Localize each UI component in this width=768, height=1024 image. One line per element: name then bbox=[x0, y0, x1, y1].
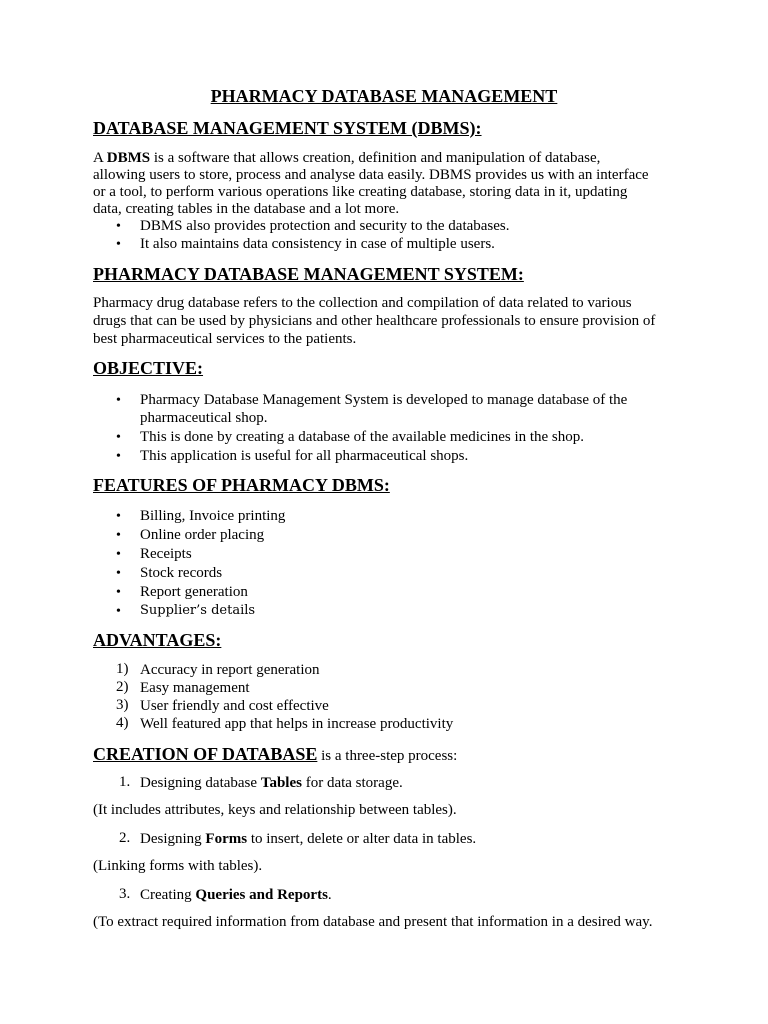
feature-item-2: Online order placing bbox=[140, 527, 265, 543]
creation-heading-line bbox=[93, 744, 457, 766]
advantage-number-4: 4) bbox=[116, 715, 129, 731]
advantage-item-1: Accuracy in report generation bbox=[140, 662, 320, 678]
creation-note-1: (It includes attributes, keys and relationship between tables). bbox=[93, 802, 457, 818]
objective-bullet-1-line-1: Pharmacy Database Management System is developed to manage database of the bbox=[140, 392, 628, 408]
dbms-paragraph-line-2: allowing users to store, process and analyse data easily. DBMS provides us with an interface bbox=[93, 167, 649, 183]
advantage-number-2: 2) bbox=[116, 679, 129, 695]
bullet-icon: • bbox=[116, 566, 121, 581]
creation-heading: CREATION OF DATABASE bbox=[93, 744, 318, 764]
feature-item-4: Stock records bbox=[140, 565, 223, 581]
advantages-heading: ADVANTAGES: bbox=[93, 630, 222, 650]
creation-note-3: (To extract required information from database and present that information in a desired way. bbox=[93, 914, 653, 930]
dbms-para-a: A bbox=[93, 150, 104, 166]
step-2-post: to insert, delete or alter data in tables. bbox=[250, 831, 477, 847]
dbms-heading: DATABASE MANAGEMENT SYSTEM (DBMS): bbox=[93, 118, 482, 138]
objective-bullet-2: This is done by creating a database of the available medicines in the shop. bbox=[140, 429, 585, 445]
bullet-icon: • bbox=[116, 219, 121, 234]
feature-item-3: Receipts bbox=[140, 546, 192, 562]
creation-step-2 bbox=[140, 830, 476, 848]
advantage-item-2: Easy management bbox=[140, 680, 250, 696]
step-number-1: 1. bbox=[119, 774, 131, 790]
advantage-number-3: 3) bbox=[116, 697, 129, 713]
feature-item-5: Report generation bbox=[140, 584, 248, 600]
step-number-2: 2. bbox=[119, 830, 131, 846]
dbms-paragraph-line-3: or a tool, to perform various operations like creating database, storing data in it, updating bbox=[93, 184, 628, 200]
page-title: PHARMACY DATABASE MANAGEMENT bbox=[210, 86, 558, 106]
bullet-icon: • bbox=[116, 430, 121, 445]
step-1-pre: Designing database bbox=[140, 775, 258, 791]
objective-bullet-1-line-2: pharmaceutical shop. bbox=[140, 410, 268, 426]
bullet-icon: • bbox=[116, 585, 121, 600]
creation-note-2: (Linking forms with tables). bbox=[93, 858, 263, 874]
step-1-post: for data storage. bbox=[305, 775, 403, 791]
bullet-icon: • bbox=[116, 393, 121, 408]
advantage-item-3: User friendly and cost effective bbox=[140, 698, 329, 714]
features-heading: FEATURES OF PHARMACY DBMS: bbox=[93, 475, 390, 495]
step-3-post: . bbox=[327, 887, 332, 903]
advantage-item-4: Well featured app that helps in increase productivity bbox=[140, 716, 454, 732]
feature-item-6: Supplier’s details bbox=[140, 603, 256, 618]
objective-bullet-3: This application is useful for all pharmaceutical shops. bbox=[140, 448, 469, 464]
bullet-icon: • bbox=[116, 528, 121, 543]
advantage-number-1: 1) bbox=[116, 661, 129, 677]
dbms-paragraph-line-4: data, creating tables in the database and a lot more. bbox=[93, 201, 400, 217]
creation-step-1 bbox=[140, 774, 403, 792]
pdms-line-1: Pharmacy drug database refers to the collection and compilation of data related to various bbox=[93, 295, 632, 311]
dbms-para-bold: DBMS bbox=[106, 150, 151, 166]
objective-heading: OBJECTIVE: bbox=[93, 358, 204, 378]
step-2-pre: Designing bbox=[140, 831, 202, 847]
step-number-3: 3. bbox=[119, 886, 131, 902]
pdms-line-2: drugs that can be used by physicians and other healthcare professionals to ensure provision of bbox=[93, 313, 656, 329]
dbms-paragraph-line-1 bbox=[93, 150, 600, 167]
creation-step-3 bbox=[140, 886, 332, 904]
step-3-bold: Queries and Reports bbox=[195, 887, 328, 903]
bullet-icon: • bbox=[116, 509, 121, 524]
pdms-line-3: best pharmaceutical services to the patients. bbox=[93, 331, 357, 347]
step-1-bold: Tables bbox=[260, 775, 302, 791]
bullet-icon: • bbox=[116, 604, 121, 619]
bullet-icon: • bbox=[116, 449, 121, 464]
dbms-bullet-2: It also maintains data consistency in case of multiple users. bbox=[140, 236, 495, 252]
dbms-para-c: is a software that allows creation, definition and manipulation of database, bbox=[153, 150, 601, 166]
creation-heading-suffix: is a three-step process: bbox=[321, 748, 458, 764]
step-2-bold: Forms bbox=[205, 831, 248, 847]
feature-item-1: Billing, Invoice printing bbox=[140, 508, 286, 524]
dbms-bullet-1: DBMS also provides protection and security to the databases. bbox=[140, 218, 510, 234]
bullet-icon: • bbox=[116, 237, 121, 252]
pdms-heading: PHARMACY DATABASE MANAGEMENT SYSTEM: bbox=[93, 264, 524, 284]
bullet-icon: • bbox=[116, 547, 121, 562]
step-3-pre: Creating bbox=[140, 887, 192, 903]
